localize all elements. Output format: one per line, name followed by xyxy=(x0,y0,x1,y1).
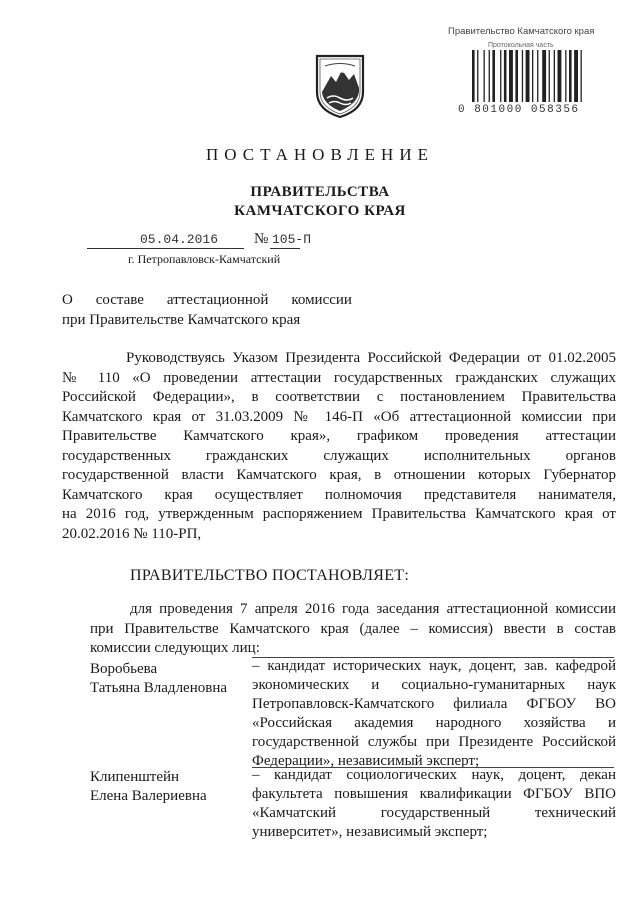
text-line: «Камчатский государственный технический xyxy=(252,805,616,821)
member-surname: Клипенштейн xyxy=(90,769,180,785)
member-description xyxy=(252,766,616,842)
member-given-names: Елена Валериевна xyxy=(90,788,207,804)
text-line: – кандидат социологических наук, доцент, декан xyxy=(252,767,616,783)
member-surname: Воробьева xyxy=(90,661,158,677)
subject-line-2: при Правительстве Камчатского края xyxy=(62,312,301,328)
intro-paragraph xyxy=(90,600,616,659)
number-underline xyxy=(270,248,300,249)
text-line: Правительстве Камчатского края», графиком проведения аттестации xyxy=(62,428,616,444)
text-line: Руководствуясь Указом Президента Российской Федерации от 01.02.2005 xyxy=(126,350,616,366)
text-line: Камчатского края осуществляет полномочия представителя нанимателя, xyxy=(62,486,616,503)
member-description xyxy=(252,657,616,771)
member-name xyxy=(90,768,250,806)
resolution-heading: ПРАВИТЕЛЬСТВО ПОСТАНОВЛЯЕТ: xyxy=(130,567,410,584)
document-type: ПОСТАНОВЛЕНИЕ xyxy=(205,145,434,164)
issuer-line-2: КАМЧАТСКОГО КРАЯ xyxy=(234,203,406,219)
kamchatka-emblem-icon xyxy=(313,52,367,120)
member-given-names: Татьяна Владленовна xyxy=(90,680,228,696)
city: г. Петропавловск-Камчатский xyxy=(128,252,281,266)
issuer-line-1: ПРАВИТЕЛЬСТВА xyxy=(250,184,390,200)
document-number: 105-П xyxy=(272,232,312,247)
text-line: при Правительстве Камчатского края (далее – комиссия) ввести в состав xyxy=(90,620,616,637)
barcode-number: 0 801000 058356 xyxy=(458,104,580,116)
text-line: государственной службы при Президенте Российской xyxy=(252,734,616,750)
text-line: Федерации», независимый эксперт; xyxy=(252,753,480,769)
stamp-subtitle: Протокольная часть xyxy=(488,42,554,49)
text-line: № 110 «О проведении аттестации государственных гражданских служащих xyxy=(62,369,616,386)
text-line: факультета повышения квалификации ФГБОУ ВПО xyxy=(252,786,616,802)
preamble-paragraph xyxy=(62,349,616,544)
document-date: 05.04.2016 xyxy=(140,232,219,247)
stamp-title: Правительство Камчатского края xyxy=(448,26,595,37)
number-sign: № xyxy=(254,231,269,247)
document-subject xyxy=(62,290,352,330)
text-line: университет», независимый эксперт; xyxy=(252,824,488,840)
text-line: для проведения 7 апреля 2016 года заседания аттестационной комиссии xyxy=(130,601,616,617)
text-line: – кандидат исторических наук, доцент, зав. кафедрой xyxy=(252,658,616,674)
text-line: государственной власти Камчатского края, в отношении которых Губернатор xyxy=(62,467,616,483)
member-name xyxy=(90,660,250,698)
subject-word: составе xyxy=(95,292,144,308)
text-line: Камчатского края от 31.03.2009 № 146-П «Об аттестационной комиссии при xyxy=(62,408,616,425)
text-line: 20.02.2016 № 110-РП, xyxy=(62,525,202,542)
text-line: на 2016 год, утвержденным распоряжением Правительства Камчатского края от xyxy=(62,506,616,522)
text-line: Петропавловск-Камчатского филиала ФГБОУ ВО xyxy=(252,696,616,712)
text-line: комиссии следующих лиц: xyxy=(90,640,260,656)
text-line: экономических и социально-гуманитарных наук xyxy=(252,677,616,693)
subject-word: комиссии xyxy=(291,292,352,308)
text-line: Российской Федерации», в соответствии с постановлением Правительства xyxy=(62,389,616,405)
text-line: «Российская академия народного хозяйства и xyxy=(252,715,616,731)
subject-word: аттестационной xyxy=(166,292,269,308)
text-line: государственных гражданских служащих исполнительных органов xyxy=(62,447,616,464)
subject-word: О xyxy=(62,292,73,308)
date-underline xyxy=(87,248,244,249)
